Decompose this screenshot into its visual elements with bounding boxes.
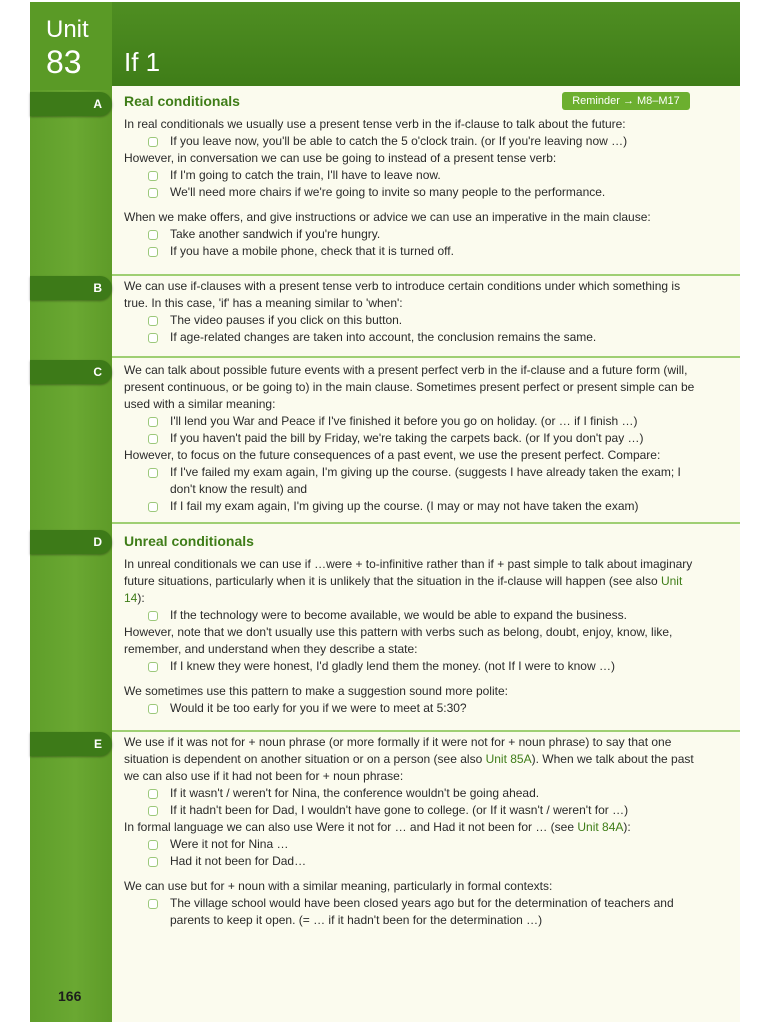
tab-label: C [93,365,102,379]
divider [112,522,740,524]
paragraph-text: In formal language we can also use Were it not for … and Had it not been for … (see [124,820,578,834]
sidebar [30,2,112,1022]
paragraph: We sometimes use this pattern to make a suggestion sound more polite: [124,684,508,698]
example: If you leave now, you'll be able to catch the 5 o'clock train. (or If you're leaving now …) [124,133,704,150]
unit-link[interactable]: Unit 84A [577,820,624,834]
divider [112,730,740,732]
example: I'll lend you War and Peace if I've finished it before you go on holiday. (or … if I finish …) [124,413,704,430]
example: Take another sandwich if you're hungry. [124,226,704,243]
tab-label: B [93,281,102,295]
section-title: Real conditionals [124,93,240,109]
section-a [124,92,704,260]
section-d [124,532,704,717]
paragraph: When we make offers, and give instructions or advice we can use an imperative in the main clause: [124,210,651,224]
paragraph-text: ). When we talk about the past we can also use if it had not been for + noun phrase: [124,752,694,783]
paragraph: We can use if-clauses with a present tense verb to introduce certain conditions under which something is true. In this case, 'if' has a meaning similar to 'when': [124,279,681,310]
example: If I fail my exam again, I'm giving up the course. (I may or may not have taken the exam) [124,498,704,515]
example: The village school would have been closed years ago but for the determination of teachers and parents to keep it open. (= … if it hadn't been for the determination …) [124,895,704,929]
section-c [124,362,704,515]
section-tab-b [30,276,112,300]
tab-label: E [93,737,102,751]
example: If it hadn't been for Dad, I wouldn't have gone to college. (or If it wasn't / weren't for …) [124,802,704,819]
unit-link[interactable]: Unit 85A [485,752,532,766]
paragraph [124,819,704,836]
paragraph: We can talk about possible future events with a present perfect verb in the if-clause and a future form (will, present continuous, or be going to) in the main clause. Sometimes present perfect or present simple can be used with a similar meaning: [124,363,695,411]
example: The video pauses if you click on this button. [124,312,704,329]
page-title: If 1 [124,47,161,77]
example: If it wasn't / weren't for Nina, the conference wouldn't be going ahead. [124,785,704,802]
paragraph [124,734,704,785]
paragraph: However, to focus on the future consequences of a past event, we use the present perfect. Compare: [124,448,661,462]
example: If age-related changes are taken into account, the conclusion remains the same. [124,329,704,346]
example: If the technology were to become available, we would be able to expand the business. [124,607,704,624]
divider [112,356,740,358]
paragraph: We can use but for + noun with a similar meaning, particularly in formal contexts: [124,879,553,893]
unit-label: Unit [46,16,89,43]
header-band [112,2,740,86]
example: If I've failed my exam again, I'm giving up the course. (suggests I have already taken the exam; I don't know the result) and [124,464,704,498]
section-title: Unreal conditionals [124,533,254,549]
reminder-badge[interactable]: Reminder → M8–M17 [562,92,690,110]
example: Were it not for Nina … [124,836,704,853]
section-tab-d [30,530,112,554]
paragraph: However, in conversation we can use be going to instead of a present tense verb: [124,151,557,165]
unit-box [30,2,112,90]
example: Had it not been for Dad… [124,853,704,870]
paragraph: In real conditionals we usually use a present tense verb in the if-clause to talk about the future: [124,117,626,131]
section-e [124,734,704,929]
example: If you have a mobile phone, check that it is turned off. [124,243,704,260]
paragraph: However, note that we don't usually use this pattern with verbs such as belong, doubt, enjoy, know, like, remember, and understand when they describe a state: [124,625,673,656]
paragraph-text: We use if it was not for + noun phrase (or more formally if it were not for + noun phrase) to say that one situation is dependent on another situation or on a person (see also [124,735,672,766]
paragraph-text: ): [137,591,145,605]
page-number: 166 [58,988,82,1004]
section-tab-c [30,360,112,384]
unit-number: 83 [46,44,82,80]
example: If I'm going to catch the train, I'll have to leave now. [124,167,704,184]
paragraph-text: In unreal conditionals we can use if …were + to-infinitive rather than if + past simple to talk about imaginary future situations, particularly when it is unlikely that the situation in the if-clause will happen (see also [124,557,693,588]
example: If you haven't paid the bill by Friday, we're taking the carpets back. (or If you don't pay …) [124,430,704,447]
paragraph-text: ): [623,820,631,834]
divider [112,274,740,276]
example: Would it be too early for you if we were to meet at 5:30? [124,700,704,717]
section-tab-a [30,92,112,116]
tab-label: A [93,97,102,111]
example: If I knew they were honest, I'd gladly lend them the money. (not If I were to know …) [124,658,704,675]
paragraph [124,556,704,607]
section-tab-e [30,732,112,756]
example: We'll need more chairs if we're going to invite so many people to the performance. [124,184,704,201]
unit-link[interactable]: Unit 14 [124,574,683,605]
section-b [124,278,704,346]
tab-label: D [93,535,102,549]
